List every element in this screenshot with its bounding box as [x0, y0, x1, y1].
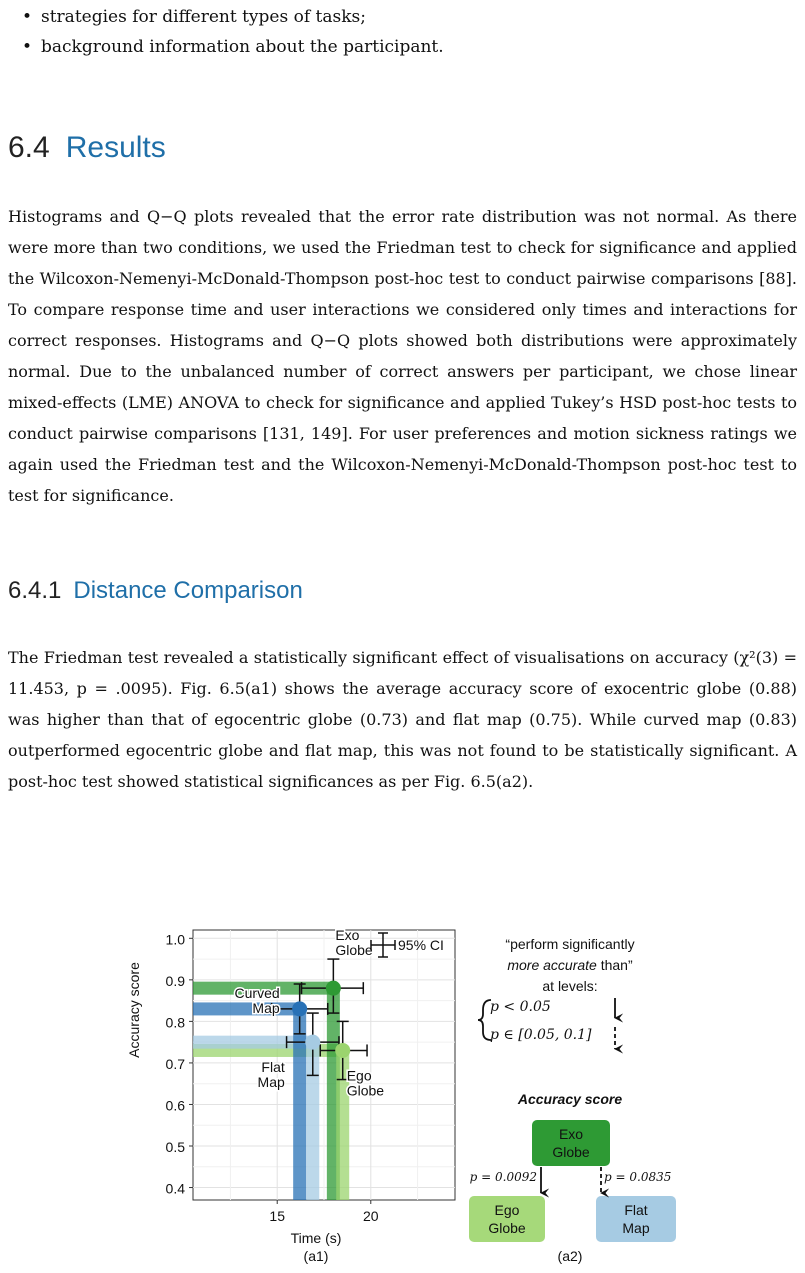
ci-legend-label: 95% CI — [398, 937, 444, 953]
section-number: 6.4 — [8, 131, 50, 164]
edge-right-label: p = 0.0835 — [604, 1170, 672, 1184]
bullet-item: • background information about the participant. — [22, 32, 782, 62]
subsection-title: Distance Comparison — [73, 577, 303, 604]
point-curved — [292, 1001, 307, 1016]
node-exo-line1: Exo — [558, 1126, 584, 1142]
y-tick-label: 1.0 — [165, 931, 185, 948]
significance-diagram — [469, 936, 676, 1264]
series-label-flat: Map — [257, 1074, 285, 1091]
node-flat-line2: Map — [622, 1220, 650, 1236]
node-ego-line2: Globe — [488, 1220, 526, 1236]
series-label-ego: Ego — [346, 1067, 372, 1084]
x-axis-label: Time (s) — [290, 1230, 342, 1246]
x-tick-label: 20 — [362, 1208, 379, 1224]
diagram-intro-line1: “perform significantly — [505, 936, 635, 952]
diagram-intro-rest: than” — [596, 957, 633, 973]
y-tick-label: 0.9 — [165, 972, 185, 989]
diagram-intro-line3: at levels: — [542, 978, 598, 994]
x-tick-label: 15 — [269, 1208, 286, 1224]
y-tick-label: 0.5 — [165, 1139, 185, 1155]
y-axis-label: Accuracy score — [126, 962, 142, 1058]
y-tick-label: 0.4 — [165, 1180, 185, 1197]
bullet-item: • strategies for different types of tasks; — [22, 2, 782, 32]
series-label-curved: Curved — [234, 984, 280, 1001]
panel-a2-label: (a2) — [557, 1248, 583, 1264]
series-label-ego: Globe — [346, 1082, 385, 1099]
subsection-number: 6.4.1 — [8, 577, 62, 604]
level-dashed-label: p ∈ [0.05, 0.1] — [490, 1027, 592, 1043]
diagram-title: Accuracy score — [517, 1091, 623, 1107]
series-label-flat: Flat — [261, 1059, 285, 1076]
node-exo-line2: Globe — [552, 1144, 590, 1160]
point-flat — [305, 1035, 320, 1050]
distance-paragraph: The Friedman test revealed a statistically significant effect of visualisations on accuracy (χ²(3) = 11.453, p = .0095). Fig. 6.5(a1) shows the average accuracy score of exocentric globe (0.88) was higher than that of egocentric globe (0.73) and flat map (0.75). While curved map (0.83) outperformed egocentric globe and flat map, this was not found to be statistically significant. A post-hoc test showed statistical significances as per Fig. 6.5(a2). — [8, 648, 797, 791]
point-ego — [335, 1043, 350, 1058]
results-paragraph: Histograms and Q−Q plots revealed that the error rate distribution was not normal. As there were more than two conditions, we used the Friedman test to check for significance and applied the Wilcoxon-Nemenyi-McDonald-Thompson post-hoc test to conduct pairwise comparisons [88]. To compare response time and user interactions we considered only times and interactions for correct responses. Histograms and Q−Q plots showed both distributions were approximately normal. Due to the unbalanced number of correct answers per participant, we chose linear mixed-effects (LME) ANOVA to check for significance and applied Tukey’s HSD post-hoc tests to conduct pairwise comparisons [131, 149]. For user preferences and motion sickness ratings we again used the Friedman test and the Wilcoxon-Nemenyi-McDonald-Thompson post-hoc test to test for significance. — [8, 207, 797, 505]
series-label-exo: Exo — [335, 927, 360, 944]
y-tick-label: 0.8 — [165, 1014, 185, 1031]
series-label-exo: Globe — [335, 942, 373, 959]
diagram-intro-emphasis: more accurate — [507, 957, 597, 973]
diagram-intro-line2 — [507, 957, 633, 973]
accuracy-time-chart — [126, 927, 455, 1264]
level-solid-label: p < 0.05 — [490, 999, 551, 1015]
band-v-curved — [293, 1009, 306, 1200]
node-flat-line1: Flat — [624, 1202, 648, 1218]
y-tick-label: 0.7 — [165, 1055, 185, 1072]
y-tick-label: 0.6 — [165, 1097, 185, 1114]
edge-left-label: p = 0.0092 — [469, 1170, 537, 1184]
section-title: Results — [65, 131, 166, 164]
series-label-curved: Map — [252, 999, 280, 1016]
point-exo — [326, 981, 341, 996]
node-ego-line1: Ego — [494, 1202, 520, 1218]
panel-a1-label: (a1) — [303, 1248, 329, 1264]
